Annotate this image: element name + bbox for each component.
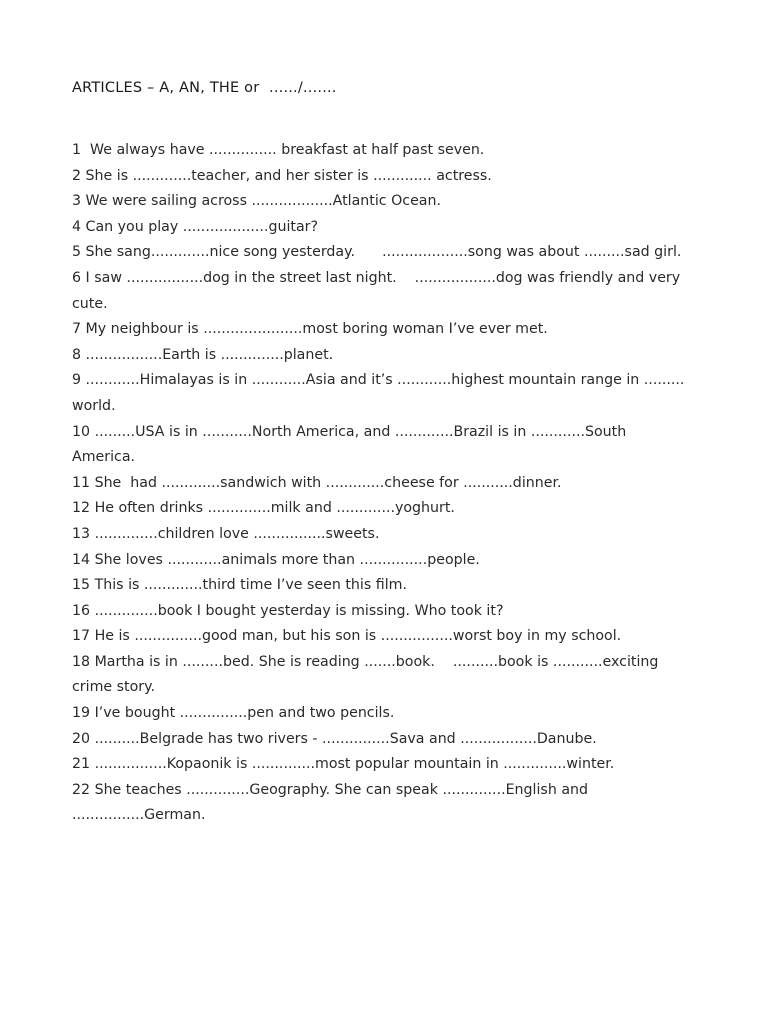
- exercise-line-continuation: cute.: [72, 295, 108, 312]
- exercise-line: 18 Martha is in .........bed. She is reading .......book. ..........book is ...........exciting: [72, 653, 659, 670]
- exercise-line-continuation: ................German.: [72, 807, 206, 824]
- exercise-line-continuation: America.: [72, 449, 136, 466]
- exercise-line: 1 We always have ............... breakfast at half past seven.: [72, 142, 485, 158]
- exercise-line: 15 This is .............third time I’ve seen this film.: [72, 577, 407, 594]
- exercise-line: 7 My neighbour is ......................most boring woman I’ve ever met.: [72, 321, 548, 338]
- exercise-line: 16 ..............book I bought yesterday is missing. Who took it?: [72, 602, 504, 619]
- exercise-line: 10 .........USA is in ...........North America, and .............Brazil is in ............South: [72, 423, 627, 440]
- exercise-line: 11 She had .............sandwich with .............cheese for ...........dinner.: [72, 474, 562, 491]
- exercise-line-continuation: world.: [72, 397, 116, 414]
- exercise-line: 5 She sang.............nice song yesterday. ...................song was about .........sad girl.: [72, 244, 682, 261]
- exercise-line: 13 ..............children love ................sweets.: [72, 525, 380, 542]
- exercise-line: 9 ............Himalayas is in ............Asia and it’s ............highest mountain range in .........: [72, 372, 685, 389]
- exercise-line-continuation: crime story.: [72, 679, 155, 696]
- exercise-line: 2 She is .............teacher, and her sister is ............. actress.: [72, 167, 492, 184]
- exercise-line: 20 ..........Belgrade has two rivers - ...............Sava and .................Danube.: [72, 730, 597, 747]
- exercise-line: 6 I saw .................dog in the street last night. ..................dog was friendly and very: [72, 269, 681, 286]
- exercise-line: 8 .................Earth is ..............planet.: [72, 346, 334, 363]
- exercise-line: 3 We were sailing across ..................Atlantic Ocean.: [72, 193, 441, 210]
- exercise-line: 12 He often drinks ..............milk and .............yoghurt.: [72, 500, 455, 517]
- exercise-list: [72, 138, 744, 829]
- exercise-line: 22 She teaches ..............Geography. She can speak ..............English and: [72, 781, 589, 798]
- exercise-line: 21 ................Kopaonik is ..............most popular mountain in ..............winter.: [72, 756, 615, 773]
- worksheet-title: ARTICLES – A, AN, THE or ....../.......: [72, 80, 337, 96]
- exercise-line: 14 She loves ............animals more than ...............people.: [72, 551, 480, 568]
- exercise-line: 4 Can you play ...................guitar?: [72, 218, 319, 235]
- exercise-line: 17 He is ...............good man, but his son is ................worst boy in my school.: [72, 628, 622, 645]
- exercise-line: 19 I’ve bought ...............pen and two pencils.: [72, 705, 395, 722]
